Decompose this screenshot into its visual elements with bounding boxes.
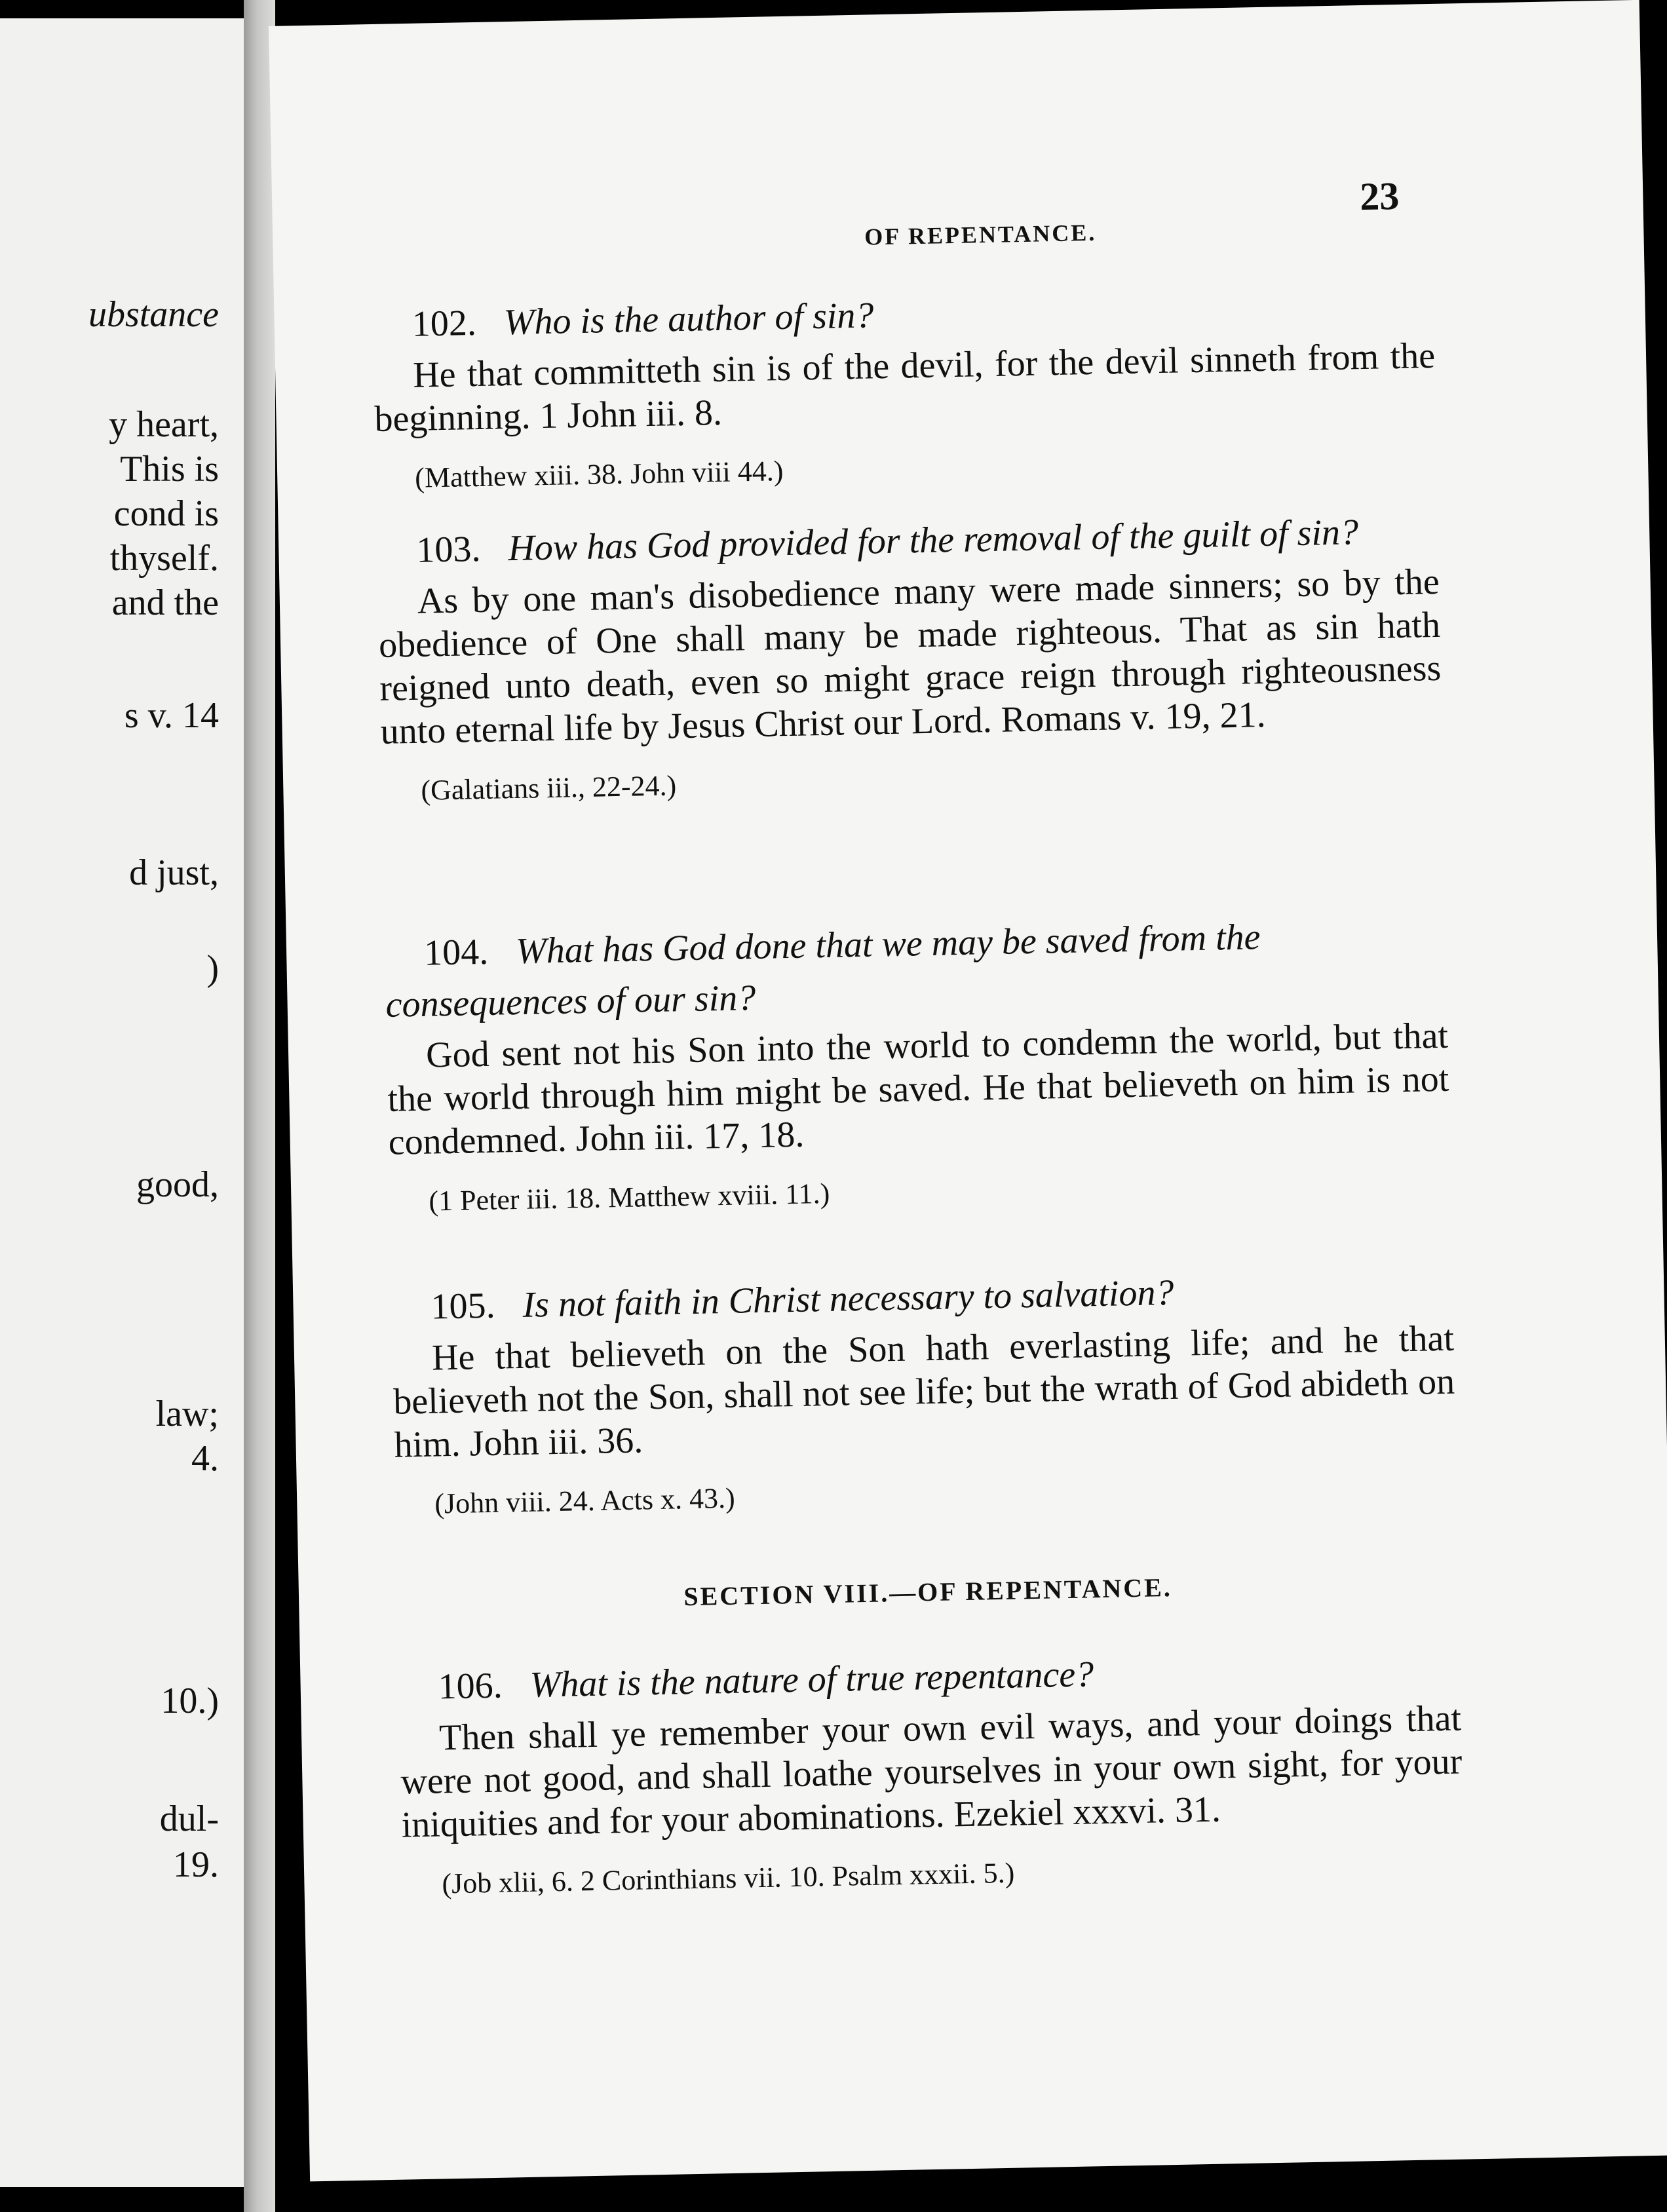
question-number: 103.	[415, 528, 481, 571]
answer: Then shall ye remember your own evil ways, and your doings that were not good, and shall loathe yourselves in your own sight, for your iniquities and for your abominations. Ezekiel xxxvi. 31.	[400, 1698, 1463, 1846]
left-page-fragment: 4.	[191, 1438, 219, 1479]
question-text: Who is the author of sin?	[503, 295, 874, 343]
question	[384, 908, 1447, 1031]
answer: God sent not his Son into the world to condemn the world, but that the world through him might be saved. He that believeth on him is not condemned. John iii. 17, 18.	[387, 1015, 1449, 1163]
question-number: 102.	[412, 303, 477, 345]
right-page	[269, 0, 1667, 2181]
page-number: 23	[1359, 174, 1400, 219]
question-text: How has God provided for the removal of the guilt of sin?	[507, 512, 1359, 569]
left-page-fragment: thyself.	[109, 538, 219, 579]
answer: As by one man's disobedience many were made sinners; so by the obedience of One shall many be made righteous. That as sin hath reigned unto death, even so might grace reign through righteousness unto eternal life by Jesus Christ our Lord. Romans v. 19, 21.	[378, 561, 1442, 752]
book-gutter	[244, 0, 275, 2212]
scripture-references: (1 Peter iii. 18. Matthew xviii. 11.)	[428, 1177, 830, 1217]
left-page-fragment: This is	[120, 449, 219, 489]
catechism-entry	[398, 1642, 1465, 1905]
scripture-references: (Matthew xiii. 38. John viii 44.)	[414, 455, 784, 494]
section-heading: SECTION VIII.—OF REPENTANCE.	[683, 1572, 1173, 1612]
left-page-fragment: d just,	[129, 852, 219, 893]
question-text: Is not faith in Christ necessary to salvation?	[522, 1272, 1174, 1325]
left-page-fragment: )	[206, 948, 219, 989]
answer: He that believeth on the Son hath everlasting life; and he that believeth not the Son, shall not see life; but the wrath of God abideth on him. John iii. 36.	[393, 1318, 1455, 1466]
question-number: 106.	[438, 1665, 503, 1707]
left-page-fragment: ubstance	[88, 294, 219, 335]
catechism-entry	[372, 279, 1438, 499]
left-page-fragment: s v. 14	[124, 695, 219, 736]
scripture-references: (Job xlii, 6. 2 Corinthians vii. 10. Psalm xxxii. 5.)	[442, 1856, 1015, 1900]
left-page-fragment: y heart,	[109, 404, 219, 445]
question-number: 105.	[430, 1285, 496, 1327]
question-text: What has God done that we may be saved from the consequences of our sin?	[385, 917, 1261, 1025]
left-page-fragment: and the	[111, 582, 219, 623]
question-number: 104.	[423, 931, 489, 974]
scripture-references: (Galatians iii., 22-24.)	[420, 769, 677, 807]
left-page	[0, 18, 244, 2187]
left-page-fragment: cond is	[113, 493, 219, 534]
scripture-references: (John viii. 24. Acts x. 43.)	[434, 1481, 736, 1520]
left-page-fragment: 19.	[173, 1844, 219, 1885]
catechism-entry	[391, 1262, 1457, 1525]
left-page-fragment: law;	[155, 1394, 219, 1434]
question-text: What is the nature of true repentance?	[529, 1654, 1094, 1706]
answer: He that committeth sin is of the devil, for the devil sinneth from the beginning. 1 John iii. 8.	[374, 335, 1436, 440]
catechism-entry	[377, 505, 1444, 811]
catechism-entry	[384, 908, 1451, 1222]
left-page-fragment: good,	[136, 1164, 219, 1205]
running-head: OF REPENTANCE.	[864, 219, 1097, 250]
left-page-fragment: 10.)	[161, 1681, 219, 1721]
left-page-fragment: dul-	[159, 1799, 219, 1839]
